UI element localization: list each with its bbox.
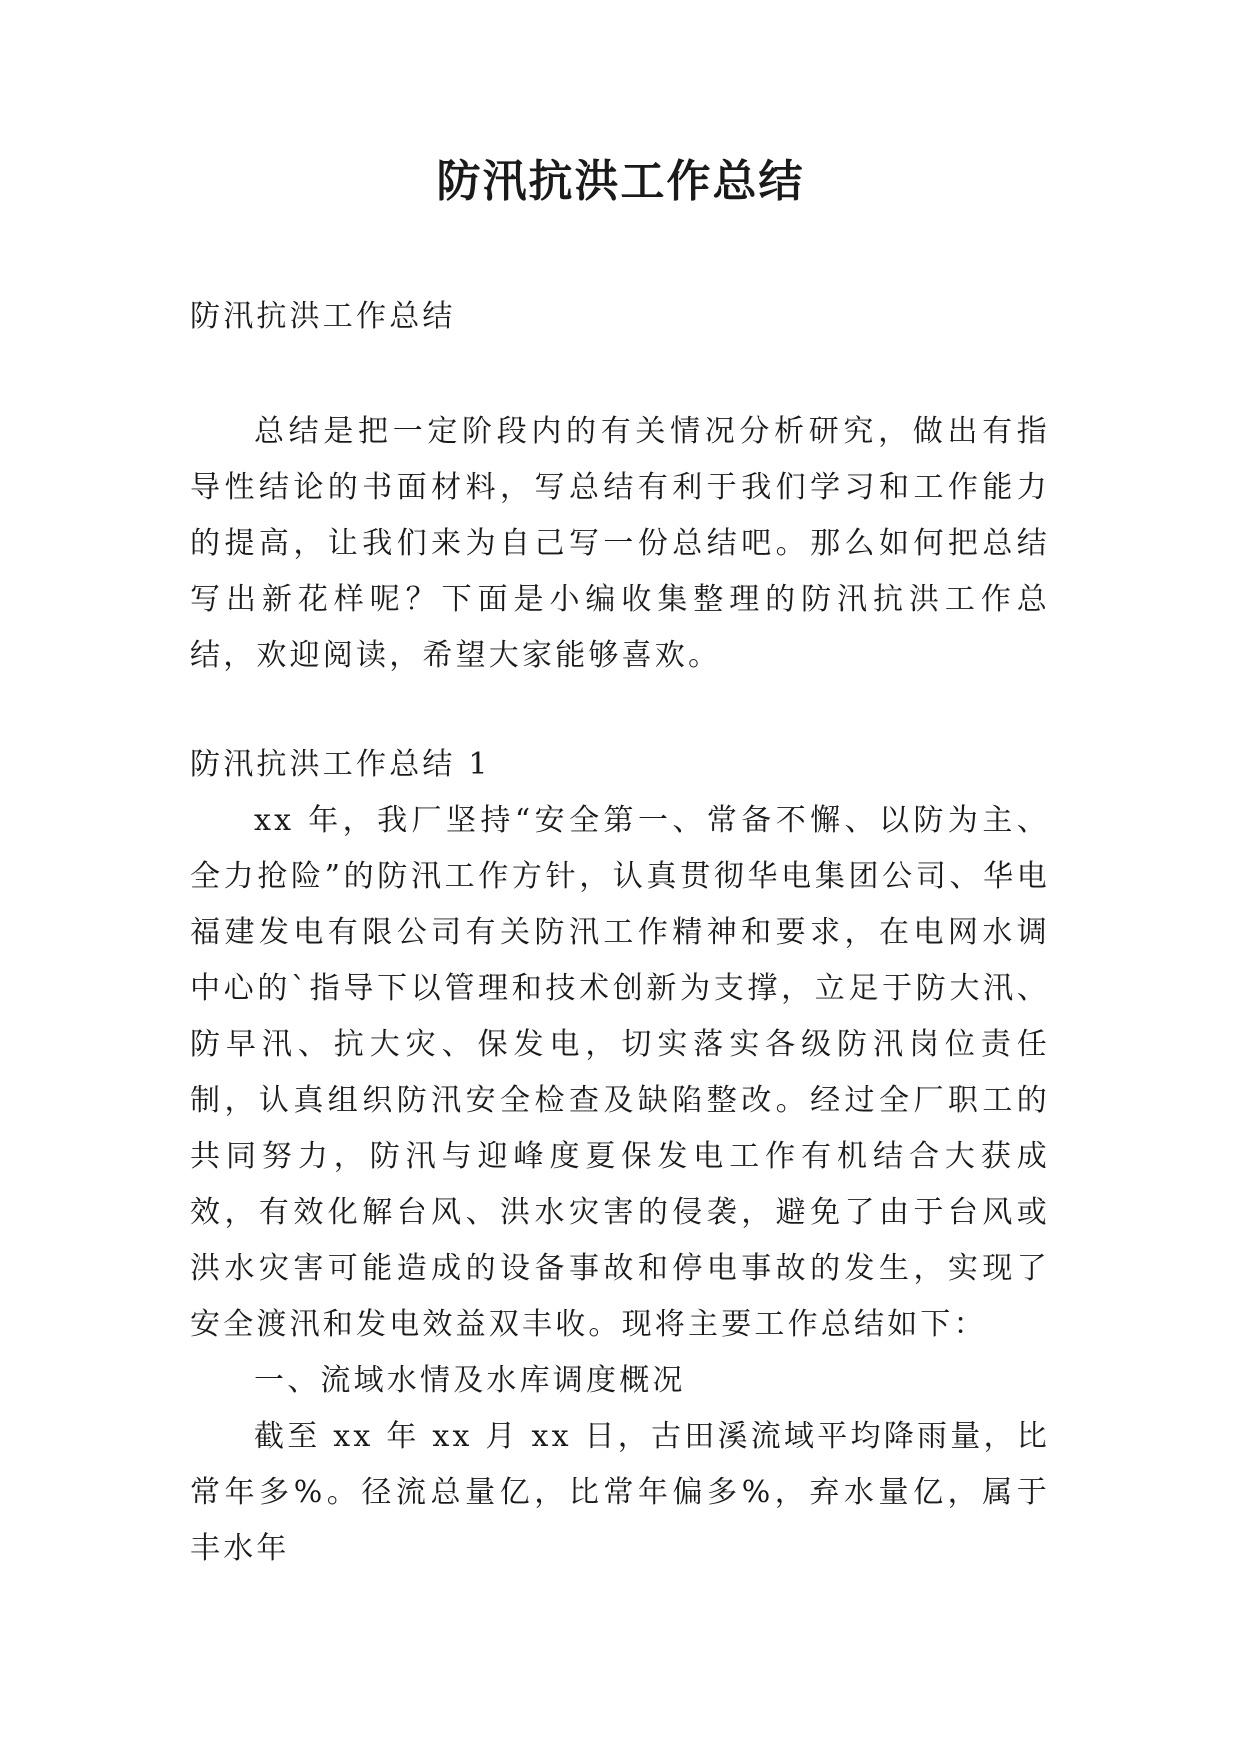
intro-paragraph: 总结是把一定阶段内的有关情况分析研究，做出有指导性结论的书面材料，写总结有利于我们学习和工作能力的提高，让我们来为自己写一份总结吧。那么如何把总结写出新花样呢？下面是小编收集整理的防汛抗洪工作总结，欢迎阅读，希望大家能够喜欢。 (190, 414, 1050, 673)
document-title: 防汛抗洪工作总结 (436, 156, 805, 207)
document-body (190, 288, 1050, 1577)
section-paragraph: xx 年，我厂坚持“安全第一、常备不懈、以防为主、全力抢险”的防汛工作方针，认真贯彻华电集团公司、华电福建发电有限公司有关防汛工作精神和要求，在电网水调中心的`指导下以管理和技术创新为支撑，立足于防大汛、防早汛、抗大灾、保发电，切实落实各级防汛岗位责任制，认真组织防汛安全检查及缺陷整改。经过全厂职工的共同努力，防汛与迎峰度夏保发电工作有机结合大获成效，有效化解台风、洪水灾害的侵袭，避免了由于台风或洪水灾害可能造成的设备事故和停电事故的发生，实现了安全渡汛和发电效益双丰收。现将主要工作总结如下： (190, 803, 1050, 1342)
section-paragraph: 截至 xx 年 xx 月 xx 日，古田溪流域平均降雨量，比常年多%。径流总量亿，比常年偏多%，弃水量亿，属于丰水年 (190, 1419, 1050, 1566)
section-subheading: 一、流域水情及水库调度概况 (254, 1363, 686, 1398)
document-subtitle: 防汛抗洪工作总结 (190, 299, 456, 334)
section-heading: 防汛抗洪工作总结 1 (190, 747, 491, 782)
